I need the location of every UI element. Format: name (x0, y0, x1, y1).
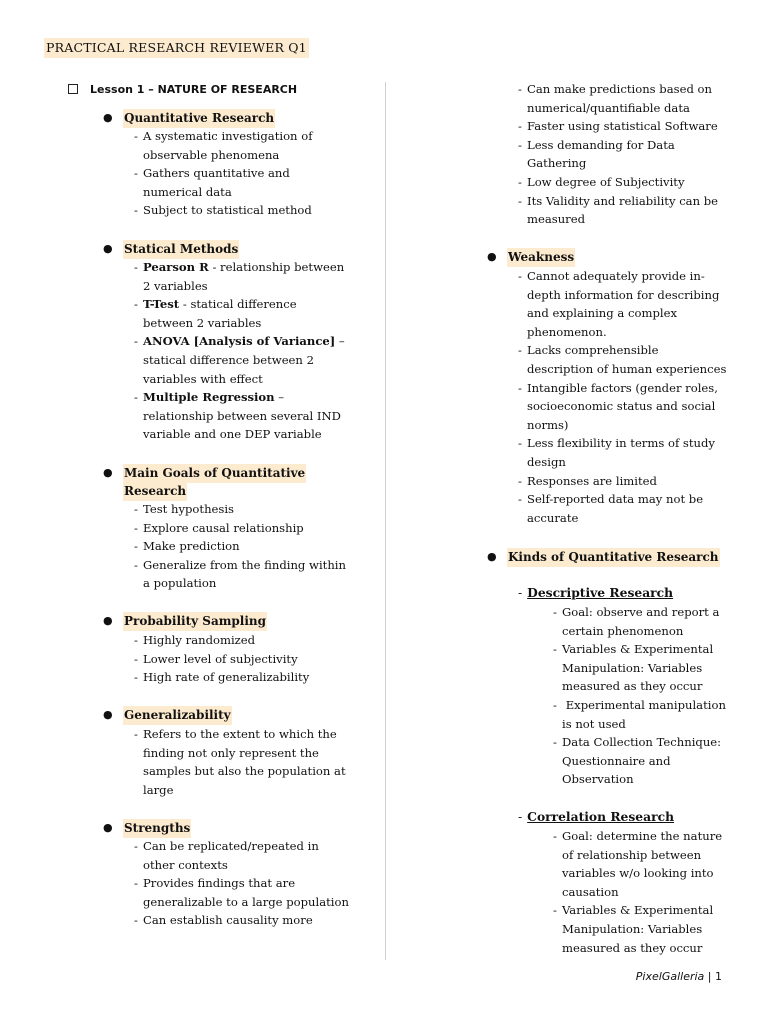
list-item: - Lacks comprehensible description of human experiences (518, 341, 728, 378)
quantitative-list (134, 127, 349, 220)
lesson-title: Lesson 1 – NATURE OF RESEARCH (90, 83, 298, 96)
term: ANOVA [Analysis of Variance] (143, 334, 336, 349)
generalizability-list (134, 725, 349, 799)
term-desc: - relationship between 2 variables (143, 260, 345, 293)
list-item: - A systematic investigation of observable phenomena (134, 127, 349, 164)
list-item: - Experimental manipulation is not used (553, 696, 733, 733)
bullet-icon: ● (487, 250, 497, 263)
main-goals-list (134, 500, 349, 593)
section-heading: Strengths (123, 819, 191, 838)
section-heading: Quantitative Research (123, 109, 275, 128)
list-item: - Variables & Experimental Manipulation: Variables measured as they occur (553, 901, 733, 957)
term: Pearson R (143, 260, 209, 274)
list-item: - Can establish causality more (134, 911, 349, 930)
dash-icon: - (518, 586, 523, 600)
term-desc: – statical difference between 2 variables with effect (143, 334, 345, 386)
bullet-icon: ● (103, 242, 113, 255)
list-item: - Variables & Experimental Manipulation: Variables measured as they occur (553, 640, 733, 696)
subsection-descriptive-research (518, 584, 673, 602)
list-item: - Cannot adequately provide in-depth information for describing and explaining a complex phenomenon. (518, 267, 728, 341)
section-heading: Generalizability (123, 706, 232, 725)
bullet-icon: ● (103, 614, 113, 627)
lesson-heading (68, 83, 297, 96)
dash-icon: - (518, 810, 523, 824)
checkbox-icon (68, 84, 78, 94)
list-item: - Refers to the extent to which the finding not only represent the samples but also the population at large (134, 725, 349, 799)
list-item: - Make prediction (134, 537, 349, 556)
footer-brand: PixelGalleria (635, 970, 705, 983)
list-item: - Explore causal relationship (134, 519, 349, 538)
page-number: 1 (715, 970, 722, 983)
list-item: - Self-reported data may not be accurate (518, 490, 728, 527)
section-heading: Probability Sampling (123, 612, 267, 631)
list-item: - Lower level of subjectivity (134, 650, 349, 669)
list-item: - Subject to statistical method (134, 201, 349, 220)
bullet-icon: ● (103, 708, 113, 721)
subsection-heading: Correlation Research (527, 809, 675, 824)
list-item: - Data Collection Technique: Questionnaire and Observation (553, 733, 733, 789)
section-heading: Statical Methods (123, 240, 239, 259)
list-item: - Less flexibility in terms of study design (518, 434, 728, 471)
list-item: - Provides findings that are generalizable to a large population (134, 874, 349, 911)
correlation-research-list (553, 827, 733, 957)
footer-separator: | (704, 970, 715, 983)
list-item: - Goal: observe and report a certain phenomenon (553, 603, 733, 640)
page-title: PRACTICAL RESEARCH REVIEWER Q1 (44, 38, 309, 58)
list-item (134, 332, 349, 388)
list-item: - Goal: determine the nature of relationship between variables w/o looking into causation (553, 827, 733, 901)
section-heading: Main Goals of Quantitative (123, 464, 306, 483)
list-item: - Responses are limited (518, 472, 728, 491)
term-desc: – relationship between several IND variable and one DEP variable (143, 390, 341, 442)
column-divider (385, 82, 386, 960)
bullet-icon: ● (103, 821, 113, 834)
list-item (134, 388, 349, 444)
page-footer (636, 970, 722, 983)
list-item: - Highly randomized (134, 631, 349, 650)
list-item: - Can be replicated/repeated in other contexts (134, 837, 349, 874)
list-item: - Faster using statistical Software (518, 117, 728, 136)
strengths-list (134, 837, 349, 930)
list-item: - Low degree of Subjectivity (518, 173, 728, 192)
list-item: - Generalize from the finding within a population (134, 556, 349, 593)
list-item: - Its Validity and reliability can be measured (518, 192, 728, 229)
statical-methods-list (134, 258, 349, 444)
list-item: - Intangible factors (gender roles, socioeconomic status and social norms) (518, 379, 728, 435)
probability-sampling-list (134, 631, 349, 687)
list-item (134, 258, 349, 295)
list-item (134, 295, 349, 332)
subsection-heading: Descriptive Research (527, 585, 674, 600)
term-desc: - statical difference between 2 variables (143, 297, 297, 330)
bullet-icon: ● (103, 466, 113, 479)
list-item: - Can make predictions based on numerical/quantifiable data (518, 80, 728, 117)
section-heading: Kinds of Quantitative Research (507, 548, 720, 567)
list-item: - Test hypothesis (134, 500, 349, 519)
list-item: - Less demanding for Data Gathering (518, 136, 728, 173)
list-item: - High rate of generalizability (134, 668, 349, 687)
section-heading-cont: Research (123, 482, 187, 501)
term: T-Test (143, 297, 180, 312)
bullet-icon: ● (487, 550, 497, 563)
strengths-continued-list (518, 80, 728, 229)
descriptive-research-list (553, 603, 733, 789)
term: Multiple Regression (143, 390, 275, 405)
list-item: - Gathers quantitative and numerical data (134, 164, 349, 201)
subsection-correlation-research (518, 808, 674, 826)
weakness-list (518, 267, 728, 527)
bullet-icon: ● (103, 111, 113, 124)
section-heading: Weakness (507, 248, 575, 267)
